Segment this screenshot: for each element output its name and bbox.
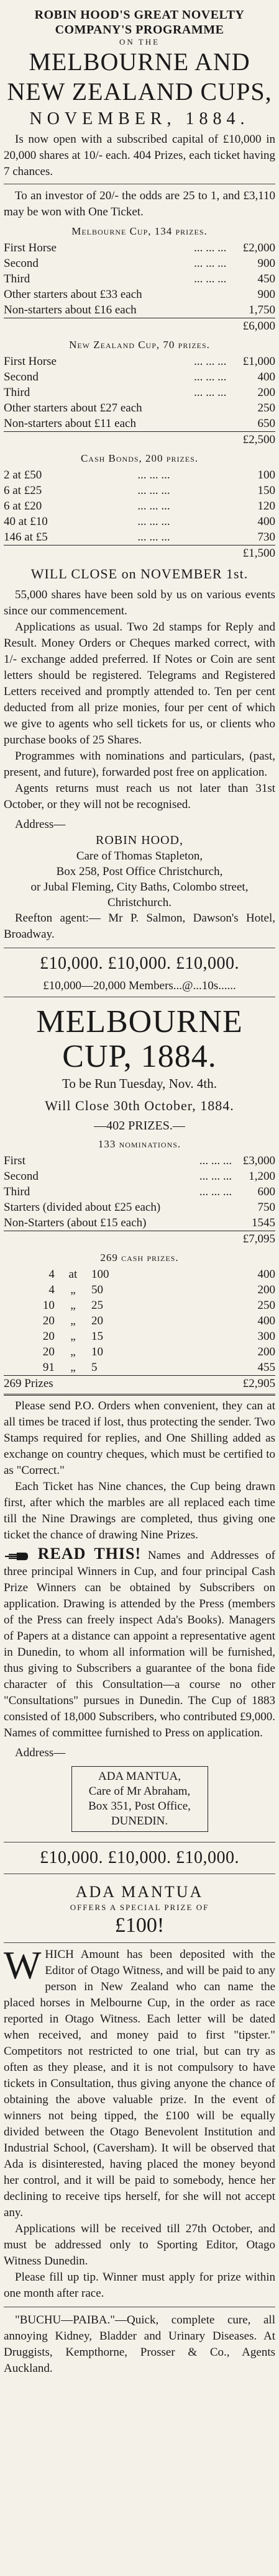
melbourne-cup-row [4,302,275,318]
cash-bond-row [4,529,275,545]
robin-hood-paragraph: Programmes with nominations and particulars, (past, present, and future), forwarded post free on application. [4,750,275,779]
nz-cup-row-label: Non-starters about £11 each [4,417,136,430]
address-box-line: Care of Mr Abraham, [88,1785,191,1798]
cash-bond-row-amount: 100 [257,469,275,482]
address-box-line: DUNEDIN. [111,1815,168,1828]
cash-prize-count: 4 [48,1283,55,1296]
cash-prize-row [4,1282,275,1298]
reefton-agent: Reefton agent:— Mr P. Salmon, Dawson's Hotel, Broadway. [4,912,275,941]
nine-chances-text: Each Ticket has Nine chances, the Cup being drawn first, after which the marbles are all replaced each time till the Nine Drawings are completed, thus giving one ticket the chance of drawing Nine Prizes. [4,1480,275,1542]
cash-bonds-prize-table [4,467,275,561]
cash-bond-row-dots: ... ... ... [137,531,170,544]
melbourne-cup-row-amount: 1,750 [249,303,275,316]
melbourne-cup-1884-heading: MELBOURNE CUP, 1884. [36,1004,243,1074]
cash-bond-row-amount: 120 [257,500,275,513]
fill-up-tip-text: Please fill up tip. Winner must apply for prize within one month after race. [4,2271,275,2300]
nz-cup-row-amount: £1,000 [242,355,275,368]
melbourne-cup-row-label: Other starters about £33 each [4,288,142,301]
cash-bond-row [4,498,275,514]
main-prize-row-amount: £3,000 [242,1154,275,1167]
cash-prize-value: 50 [91,1283,103,1296]
melbourne-cup-row-label: Third [4,272,30,285]
nz-cup-row-amount: 250 [257,402,275,415]
melbourne-cup-row-dots [188,302,232,318]
cash-prize-amount: 200 [257,1345,275,1358]
nz-cup-row-label: First Horse [4,355,57,368]
melbourne-cup-row [4,256,275,271]
cash-prize-count: 91 [42,1361,55,1374]
robin-hood-paragraph: Agents returns must reach us not later than 31st October, or they will not be recognised. [4,782,275,811]
address-name: ROBIN HOOD, [96,833,183,847]
buchu-paiba-advert [4,2307,275,2382]
address-box-line: Box 351, Post Office, [88,1800,191,1813]
cash-prize-at: „ [70,1299,76,1312]
main-prize-row [4,1184,275,1200]
read-this-heading: READ THIS! [37,1545,142,1563]
cash-prize-count: 10 [42,1299,55,1312]
divider [4,1942,275,1943]
melbourne-cup-row [4,240,275,256]
cash-prize-amount: 250 [257,1299,275,1312]
prize-amount: £100! [114,1914,165,1937]
postal-order-text: Please send P.O. Orders when convenient, they can at all times be traced if lost, thus protecting the sender. Two Stamps required for replies, and One Shilling added as exchange on country cheques, which must be certified to as "Correct." [4,1399,275,1477]
cash-prize-at: „ [70,1283,76,1296]
cash-prize-count: 20 [42,1330,55,1343]
main-prize-row-label: Third [4,1185,30,1198]
melbourne-cup-section-header: Melbourne Cup, 134 prizes. [71,225,208,237]
cash-prize-count: 20 [42,1314,55,1327]
ada-mantua-address-box [71,1766,208,1832]
cash-bond-row-dots: ... ... ... [137,469,170,482]
main-prize-row-amount: 750 [257,1201,275,1214]
melbourne-cup-row [4,287,275,302]
newspaper-column [4,0,275,2382]
melbourne-cup-row-label: First Horse [4,241,57,254]
robin-hood-paragraph: Applications as usual. Two 2d stamps for Reply and Result. Money Orders or Cheques marked correct, with 1/- exchange added preferred. If Notes or Coin are sent letters should be registered. Telegrams and Registered Letters received and promptly attended to. Ten per cent deducted from all prize monies, four per cent of which we give to agents who sell tickets for us, or clients who purchase books of 25 Shares. [4,621,275,747]
race-date: To be Run Tuesday, Nov. 4th. [62,1076,217,1091]
nominations-header: 133 nominations. [98,1138,181,1150]
read-this-body: Names and Addresses of three principal Winners in Cup, and four principal Cash Prize Winners can be obtained by Subscribers on application. Drawing is attended by the Press (members of the Press can freely inspect Ada's Books). Managers of Papers at a distance can appoint a representative agent in Dunedin, to whom all information will be furnished, thus giving to Subscribers a guarantee of the bona fide character of this Consultation—a course no other "Consultations" pursues in Dunedin. The Cup of 1883 consisted of 18,000 Subscribers, who contributed £9,000. Names of committee furnished to Press on application. [4,1549,276,1739]
cash-prize-row [4,1267,275,1282]
special-prize-body: HICH Amount has been deposited with the Editor of Otago Witness, and will be paid to any person in New Zealand who can name the placed horses in Melbourne Cup, in the order as race reported in Otago Witness. Each letter will be dated when received, and money paid to first "tipster." Competitors not restricted to one trial, but can try as often as they please, and it is not compulsory to have tickets in Consultation, thus giving anyone the chance of obtaining the above valuable prize. In the event of winners not being tipped, the £100 will be equally divided between the Otago Benevolent Institution and Industrial School, (Caversham). It will be observed that Ada is disinterested, having placed the money beyond her control, and it will be paid to somebody, hence her declining to receive tips herself, for she will not accept any. [4,1948,275,2219]
nz-cup-row [4,354,275,369]
cash-prize-at: at [68,1268,78,1281]
nz-cup-row-amount: 650 [257,417,275,430]
cash-prize-amount: 455 [257,1361,275,1374]
programme-date: NOVEMBER, 1884. [29,109,250,128]
cash-prize-row [4,1344,275,1360]
nz-cup-total: £2,500 [232,432,275,448]
cash-prizes-header: 269 cash prizes. [100,1252,179,1263]
cash-prize-value: 25 [91,1299,103,1312]
melbourne-cup-row-dots: ... ... ... [194,257,227,270]
intro-text: Is now open with a subscribed capital of £10,000 in 20,000 shares at 10/- each. 404 Prizes, each ticket having 7 chances. [4,133,275,178]
melbourne-cup-row-dots: ... ... ... [194,272,227,285]
cash-prize-row [4,1360,275,1376]
nz-cup-row-label: Second [4,370,39,384]
cash-bonds-section-header: Cash Bonds, 200 prizes. [80,452,199,464]
cash-prize-count: 4 [48,1268,55,1281]
ada-mantua-heading: ADA MANTUA [75,1883,204,1901]
will-close-notice: WILL CLOSE on NOVEMBER 1st. [30,566,249,581]
buchu-paiba-text: "BUCHU—PAIBA."—Quick, complete cure, all annoying Kidney, Bladder and Urinary Diseases. At Druggists, Kempthorne, Prosser & Co., Agents Auckland. [4,2313,275,2375]
main-prize-row-label: First [4,1154,25,1167]
cash-prize-count: 20 [42,1345,55,1358]
robin-hood-advert [4,4,275,948]
cash-prize-value: 20 [91,1314,103,1327]
cash-prize-at: „ [70,1361,76,1374]
cash-prize-amount: 200 [257,1283,275,1296]
cash-prize-value: 100 [91,1268,109,1281]
nz-cup-row-dots: ... ... ... [194,386,227,399]
main-prize-row-dots: ... ... ... [199,1170,232,1183]
cash-bond-row [4,467,275,483]
ada-mantua-special-prize-advert [4,1878,275,2307]
prizes-header: —402 PRIZES.— [94,1119,185,1133]
nz-cup-row [4,400,275,416]
cash-bond-row-label: 6 at £20 [4,500,42,513]
main-prize-row-dots [196,1215,236,1231]
address-box-line: ADA MANTUA, [98,1770,181,1783]
cash-prize-table [4,1267,275,1391]
nz-cup-row-dots: ... ... ... [194,370,227,384]
offers-prize-label: OFFERS A SPECIAL PRIZE OF [70,1903,209,1912]
robin-hood-title: ROBIN HOOD'S GREAT NOVELTY COMPANY'S PROGRAMME [34,8,245,37]
robin-hood-paragraph: 55,000 shares have been sold by us on various events since our commencement. [4,588,275,617]
nz-cup-row-dots [188,416,232,432]
main-prize-total: £7,095 [236,1231,275,1247]
members-line: £10,000—20,000 Members...@...10s...... [43,979,236,992]
cash-prize-amount: 300 [257,1330,275,1343]
nz-cup-row-amount: 400 [257,370,275,384]
melbourne-cup-row-dots [188,287,232,302]
melbourne-cup-row-label: Non-starters about £16 each [4,303,137,316]
melbourne-cup-row-amount: 900 [257,257,275,270]
investor-odds-text: To an investor of 20/- the odds are 25 to 1, and £3,110 may be won with One Ticket. [4,189,275,218]
cash-bonds-total: £1,500 [194,545,275,562]
double-rule [4,1394,275,1396]
ada-mantua-cup-advert [4,1001,275,1842]
main-prize-table [4,1153,275,1247]
cash-prize-at: „ [70,1345,76,1358]
will-close-date: Will Close 30th October, 1884. [45,1098,234,1113]
main-prize-row-dots [196,1200,236,1215]
cash-prize-row [4,1298,275,1313]
melbourne-cup-prize-table [4,240,275,334]
melbourne-cup-row-label: Second [4,257,39,270]
melbourne-cup-row [4,271,275,287]
main-prize-row [4,1169,275,1184]
cash-bond-row [4,514,275,529]
main-prize-row [4,1200,275,1215]
main-prize-row-label: Second [4,1170,39,1183]
cash-prize-row [4,1313,275,1329]
nz-cup-row-label: Other starters about £27 each [4,402,142,415]
cash-bond-row-label: 146 at £5 [4,531,48,544]
address-line: Box 258, Post Office Christchurch, [56,865,223,878]
cash-prize-value: 10 [91,1345,103,1358]
cash-prize-at: „ [70,1314,76,1327]
cash-bond-row-dots: ... ... ... [137,484,170,497]
cash-prize-at: „ [70,1330,76,1343]
address-line: Care of Thomas Stapleton, [76,850,203,863]
address-label: Address— [15,818,66,831]
nz-cup-row [4,369,275,385]
cash-prize-amount: 400 [257,1268,275,1281]
nz-cup-row-dots: ... ... ... [194,355,227,368]
cash-bond-row-amount: 150 [257,484,275,497]
pointing-hand-icon [4,1550,29,1563]
nz-cup-row-label: Third [4,386,30,399]
main-prize-row-label: Starters (divided about £25 each) [4,1201,161,1214]
cash-prize-amount: 400 [257,1314,275,1327]
cash-bond-row-label: 2 at £50 [4,469,42,482]
melbourne-cup-row-amount: 450 [257,272,275,285]
cash-bond-row-amount: 730 [257,531,275,544]
melbourne-cup-total: £6,000 [232,318,275,334]
drop-cap: W [4,1943,42,1987]
cash-total: £2,905 [168,1376,275,1392]
main-prize-row-dots: ... ... ... [199,1185,232,1198]
melbourne-cup-row-amount: 900 [257,288,275,301]
cash-prize-value: 5 [91,1361,98,1374]
cash-bond-row-dots: ... ... ... [137,500,170,513]
cash-bond-row-label: 6 at £25 [4,484,42,497]
main-prize-row [4,1215,275,1231]
address-label-2: Address— [15,1746,66,1759]
on-the-label: ON THE [119,37,160,47]
nz-cup-row-amount: 200 [257,386,275,399]
cash-bond-row-dots: ... ... ... [137,515,170,528]
melbourne-cup-row-amount: £2,000 [242,241,275,254]
address-line: or Jubal Fleming, City Baths, Colombo street, Christchurch. [30,881,249,909]
nz-cup-row [4,416,275,432]
melbourne-nz-cups-heading: MELBOURNE AND NEW ZEALAND CUPS, [7,48,272,105]
nz-cup-prize-table [4,354,275,447]
cash-bond-row-label: 40 at £10 [4,515,48,528]
main-prize-row-dots: ... ... ... [199,1154,232,1167]
melbourne-cup-row-dots: ... ... ... [194,241,227,254]
cash-bond-row [4,483,275,498]
main-prize-row-amount: 1545 [252,1216,275,1229]
ten-thousand-banner: £10,000. £10,000. £10,000. [40,954,239,973]
applications-text: Applications will be received till 27th October, and must be addressed only to Sporting Editor, Otago Witness Dunedin. [4,2222,275,2268]
nz-cup-row-dots [188,400,232,416]
robin-hood-address [4,833,275,910]
cash-total-label: 269 Prizes [4,1376,168,1392]
nz-cup-row [4,385,275,400]
nz-cup-section-header: New Zealand Cup, 70 prizes. [69,339,210,351]
main-prize-row [4,1153,275,1169]
main-prize-row-amount: 1,200 [249,1170,275,1183]
main-prize-row-amount: 600 [257,1185,275,1198]
cash-prize-value: 15 [91,1330,103,1343]
cash-bond-row-amount: 400 [257,515,275,528]
robin-hood-body [4,587,275,813]
main-prize-row-label: Non-Starters (about £15 each) [4,1216,147,1229]
cash-prize-row [4,1329,275,1344]
ten-thousand-banner-2: £10,000. £10,000. £10,000. [40,1848,239,1867]
